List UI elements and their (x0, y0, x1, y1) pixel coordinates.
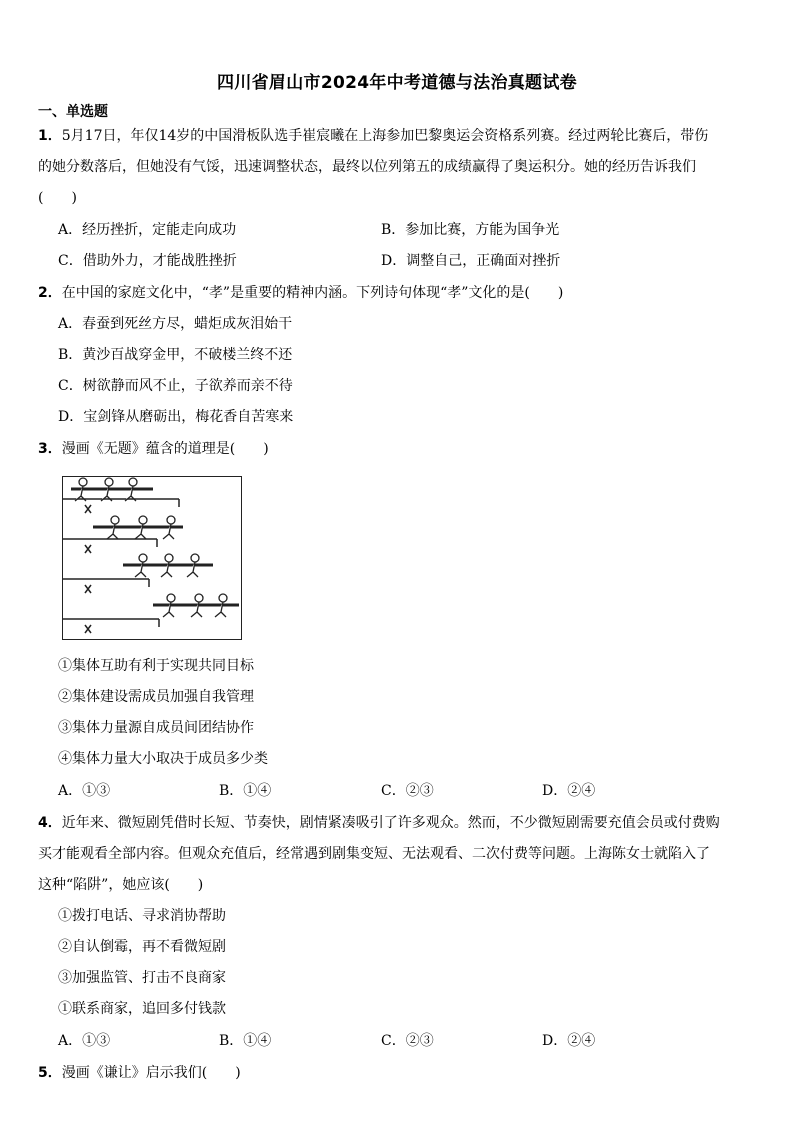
question-1-line-2: 的她分数落后，但她没有气馁，迅速调整状态，最终以位列第五的成绩赢得了奥运积分。她的经历告诉我们 (38, 159, 696, 175)
cartoon-drawing (63, 477, 240, 638)
question-number: 1． (38, 128, 62, 144)
question-5-line-1 (38, 1063, 756, 1083)
cartoon-illustration (62, 476, 242, 640)
question-text: 在中国的家庭文化中，“孝”是重要的精神内涵。下列诗句体现“孝”文化的是( ) (61, 285, 564, 301)
section-heading: 一、单选题 (38, 104, 108, 120)
question-number: 2． (38, 285, 62, 301)
q4-option-c: C．②③ (381, 1033, 434, 1049)
question-2-line-1 (38, 283, 756, 303)
question-number: 3． (38, 441, 62, 457)
q4-option-a: A．①③ (58, 1033, 111, 1049)
q3-statement-2: ②集体建设需成员加强自我管理 (58, 689, 254, 705)
q1-option-d: D．调整自己，正确面对挫折 (381, 253, 561, 269)
q2-option-a: A．春蚕到死丝方尽，蜡炬成灰泪始干 (58, 316, 293, 332)
q2-option-d: D．宝剑锋从磨砺出，梅花香自苦寒来 (58, 409, 294, 425)
question-number: 4． (38, 815, 62, 831)
q4-option-b: B．①④ (219, 1033, 272, 1049)
q2-option-b: B．黄沙百战穿金甲，不破楼兰终不还 (58, 347, 293, 363)
question-text: 漫画《谦让》启示我们( ) (61, 1065, 241, 1081)
page-title: 四川省眉山市2024年中考道德与法治真题试卷 (217, 73, 577, 93)
q3-statement-1: ①集体互助有利于实现共同目标 (58, 658, 254, 674)
q3-option-c: C．②③ (381, 783, 434, 799)
q4-statement-1: ①拨打电话、寻求消协帮助 (58, 908, 226, 924)
q3-option-b: B．①④ (219, 783, 272, 799)
q4-option-d: D．②④ (542, 1033, 596, 1049)
question-text: 5月17日，年仅14岁的中国滑板队选手崔宸曦在上海参加巴黎奥运会资格系列赛。经过两轮比赛后，带伤 (61, 128, 709, 144)
question-4-line-1 (38, 813, 756, 833)
q1-option-a: A．经历挫折，定能走向成功 (58, 222, 237, 238)
question-1-line-1 (38, 126, 756, 146)
question-4-line-3: 这种“陷阱”，她应该( ) (38, 877, 204, 893)
q2-option-c: C．树欲静而风不止，子欲养而亲不待 (58, 378, 293, 394)
question-3-line-1 (38, 439, 756, 459)
q3-option-d: D．②④ (542, 783, 596, 799)
q4-statement-2: ②自认倒霉，再不看微短剧 (58, 939, 226, 955)
question-4-line-2: 买才能观看全部内容。但观众充值后，经常遇到剧集变短、无法观看、二次付费等问题。上海陈女士就陷入了 (38, 846, 710, 862)
question-number: 5． (38, 1065, 62, 1081)
q4-statement-4: ①联系商家，追回多付钱款 (58, 1001, 226, 1017)
question-text: 近年来、微短剧凭借时长短、节奏快，剧情紧凑吸引了许多观众。然而，不少微短剧需要充值会员或付费购 (61, 815, 720, 831)
q1-option-b: B．参加比赛，方能为国争光 (381, 222, 560, 238)
q4-statement-3: ③加强监管、打击不良商家 (58, 970, 226, 986)
question-text: 漫画《无题》蕴含的道理是( ) (61, 441, 269, 457)
q3-statement-3: ③集体力量源自成员间团结协作 (58, 720, 254, 736)
q3-option-a: A．①③ (58, 783, 111, 799)
q3-statement-4: ④集体力量大小取决于成员多少类 (58, 751, 268, 767)
question-1-line-3: ( ) (38, 190, 77, 206)
q1-option-c: C．借助外力，才能战胜挫折 (58, 253, 237, 269)
